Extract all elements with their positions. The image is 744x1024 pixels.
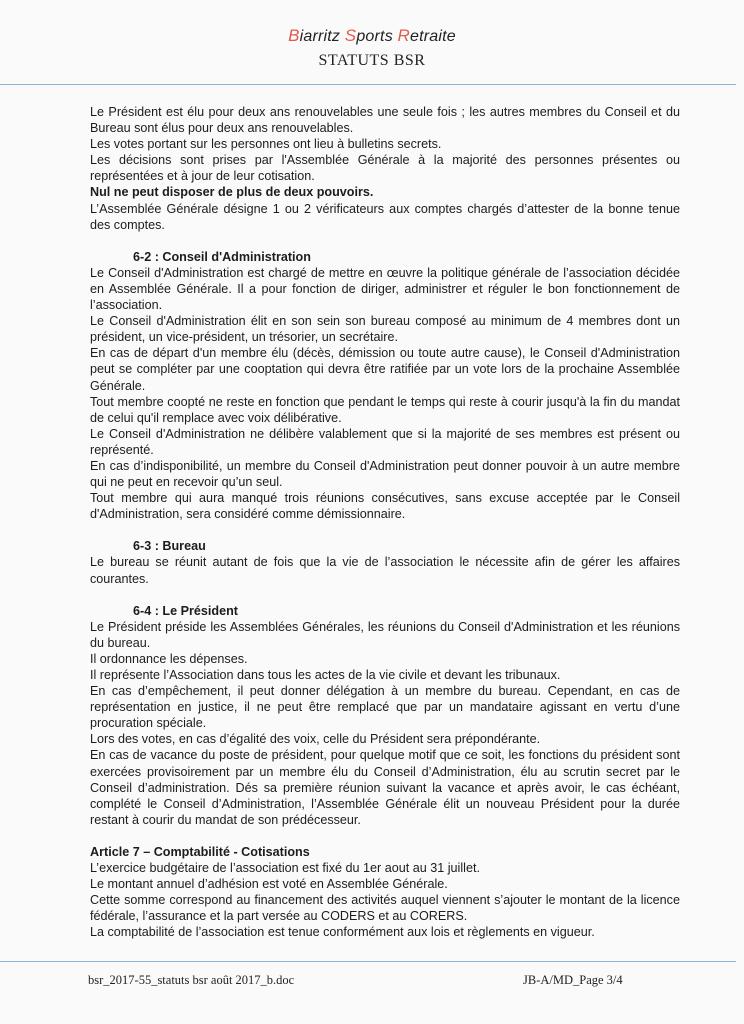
section-6-4-paragraph: En cas d’empêchement, il peut donner délégation à un membre du bureau. Cependant, en cas de représentation en justice, il ne peut être remplacé que par un mandataire agissant en vertu d’une procuration spéciale.: [90, 684, 680, 731]
section-6-2-paragraph: Le Conseil d'Administration est chargé de mettre en œuvre la politique générale de l’association décidée en Assemblée Générale. Il a pour fonction de diriger, administrer et réguler le bon fonctionnement de l’association.: [90, 265, 680, 313]
intro-paragraph-1: Le Président est élu pour deux ans renouvelables une seule fois ; les autres membres du Conseil et du Bureau sont élus pour deux ans renouvelables.: [90, 105, 680, 136]
intro-paragraph-2: Les votes portant sur les personnes ont lieu à bulletins secrets.: [90, 137, 442, 152]
document-body: [90, 104, 680, 941]
brand-initial-r: R: [397, 26, 411, 45]
section-6-2-paragraph: Le Conseil d'Administration ne délibère valablement que si la majorité de ses membres est présent ou représenté.: [90, 426, 680, 457]
section-6-2-paragraph: En cas d’indisponibilité, un membre du Conseil d'Administration peut donner pouvoir à un autre membre qui ne peut en recevoir qu’un seul.: [90, 458, 680, 490]
section-6-3-paragraph: Le bureau se réunit autant de fois que la vie de l’association le nécessite afin de gérer les affaires courantes.: [90, 555, 680, 586]
article-7-paragraph: Cette somme correspond au financement des activités auquel viennent s’ajouter le montant de la licence fédérale, l’assurance et la part versée au CODERS et au CORERS.: [90, 893, 680, 924]
brand-word-biarritz: iarritz: [299, 28, 345, 45]
section-6-4-paragraph: Le Président préside les Assemblées Générales, les réunions du Conseil d'Administration et les réunions du bureau.: [90, 619, 680, 650]
footer-page-number: JB-A/MD_Page 3/4: [523, 973, 623, 987]
document-title: STATUTS BSR: [318, 52, 426, 69]
section-6-4-paragraph: Il ordonnance les dépenses.: [90, 651, 248, 666]
spacer: [90, 587, 680, 603]
article-7-paragraph: Le montant annuel d’adhésion est voté en Assemblée Générale.: [90, 877, 448, 892]
brand-initial-b: B: [288, 26, 300, 45]
intro-paragraph-3: Les décisions sont prises par l'Assemblée Générale à la majorité des personnes présentes ou représentées et à jour de leur cotisation.: [90, 153, 680, 184]
article-7-paragraph: L’exercice budgétaire de l’association est fixé du 1er aout au 31 juillet.: [90, 861, 480, 876]
section-6-4-paragraph: Il représente l’Association dans tous les actes de la vie civile et devant les tribunaux.: [90, 668, 561, 682]
section-6-4-paragraph: En cas de vacance du poste de président, pour quelque motif que ce soit, les fonctions du président sont exercées provisoirement par un membre élu du Conseil d’Administration, élu au scrutin secret par le Conseil d’administration. Dés sa première réunion suivant la vacance et après avoir, le cas échéant, complété le Conseil d’Administration, l’Assemblée Générale élit un nouveau Président pour la durée restant à courir du mandat de son prédécesseur.: [90, 748, 680, 827]
brand-initial-s: S: [344, 26, 357, 45]
intro-paragraph-4: L’Assemblée Générale désigne 1 ou 2 vérificateurs aux comptes chargés d’attester de la bonne tenue des comptes.: [90, 201, 680, 232]
section-heading-6-3: 6-3 : Bureau: [133, 539, 206, 554]
brand-word-retraite: etraite: [410, 28, 456, 45]
section-heading-6-4: 6-4 : Le Président: [133, 603, 238, 618]
section-6-4-paragraph: Lors des votes, en cas d’égalité des voix, celle du Président sera prépondérante.: [90, 732, 541, 747]
section-6-2-paragraph: Tout membre coopté ne reste en fonction que pendant le temps qui reste à courir jusqu'à la fin du mandat de celui qu'il remplace avec voix délibérative.: [90, 394, 680, 425]
header-divider: [0, 84, 736, 85]
spacer: [90, 522, 680, 538]
brand-name: [0, 26, 744, 46]
footer-divider: [0, 961, 736, 962]
spacer: [90, 233, 680, 249]
brand-word-sports: ports: [356, 28, 398, 45]
article-7-paragraph: La comptabilité de l’association est tenue conformément aux lois et règlements en vigueur.: [90, 925, 595, 940]
section-heading-6-2: 6-2 : Conseil d'Administration: [133, 249, 311, 264]
section-6-2-paragraph: Tout membre qui aura manqué trois réunions consécutives, sans excuse acceptée par le Conseil d'Administration, sera considéré comme démissionnaire.: [90, 491, 680, 522]
spacer: [90, 828, 680, 844]
article-7-heading: Article 7 – Comptabilité - Cotisations: [90, 844, 310, 859]
footer-filename: bsr_2017-55_statuts bsr août 2017_b.doc: [88, 973, 295, 987]
section-6-2-paragraph: En cas de départ d'un membre élu (décès, démission ou toute autre cause), le Conseil d'Administration peut se compléter par une cooptation qui devra être ratifiée par un vote lors de la prochaine Assemblée Générale.: [90, 346, 680, 393]
intro-bold-statement: Nul ne peut disposer de plus de deux pouvoirs.: [90, 185, 374, 200]
section-6-2-paragraph: Le Conseil d'Administration élit en son sein son bureau composé au minimum de 4 membres dont un président, un vice-président, un trésorier, un secrétaire.: [90, 314, 680, 345]
